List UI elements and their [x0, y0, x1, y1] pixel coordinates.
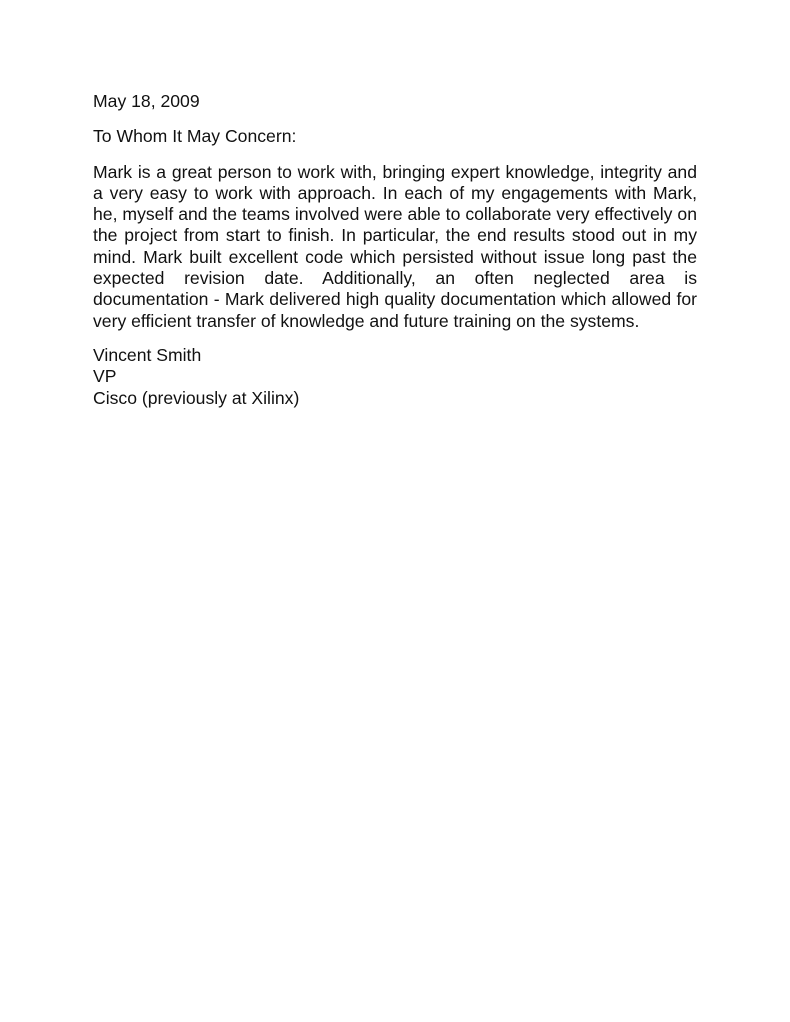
letter-date: May 18, 2009 [93, 91, 200, 111]
signer-name: Vincent Smith [93, 344, 202, 365]
signature-block [93, 345, 697, 409]
letter-body: Mark is a great person to work with, bringing expert knowledge, integrity and a very easy to work with approach. In each of my engagements with Mark, he, myself and the teams involved were able to collaborate very effectively on the project from start to finish. In particular, the end results stood out in my mind. Mark built excellent code which persisted without issue long past the expected revision date. Additionally, an often neglected area is documentation - Mark delivered high quality documentation which allowed for very efficient transfer of knowledge and future training on the systems. [93, 161, 697, 331]
signer-title: VP [93, 366, 117, 387]
letter-salutation: To Whom It May Concern: [93, 126, 297, 147]
signer-company: Cisco (previously at Xilinx) [93, 387, 300, 408]
